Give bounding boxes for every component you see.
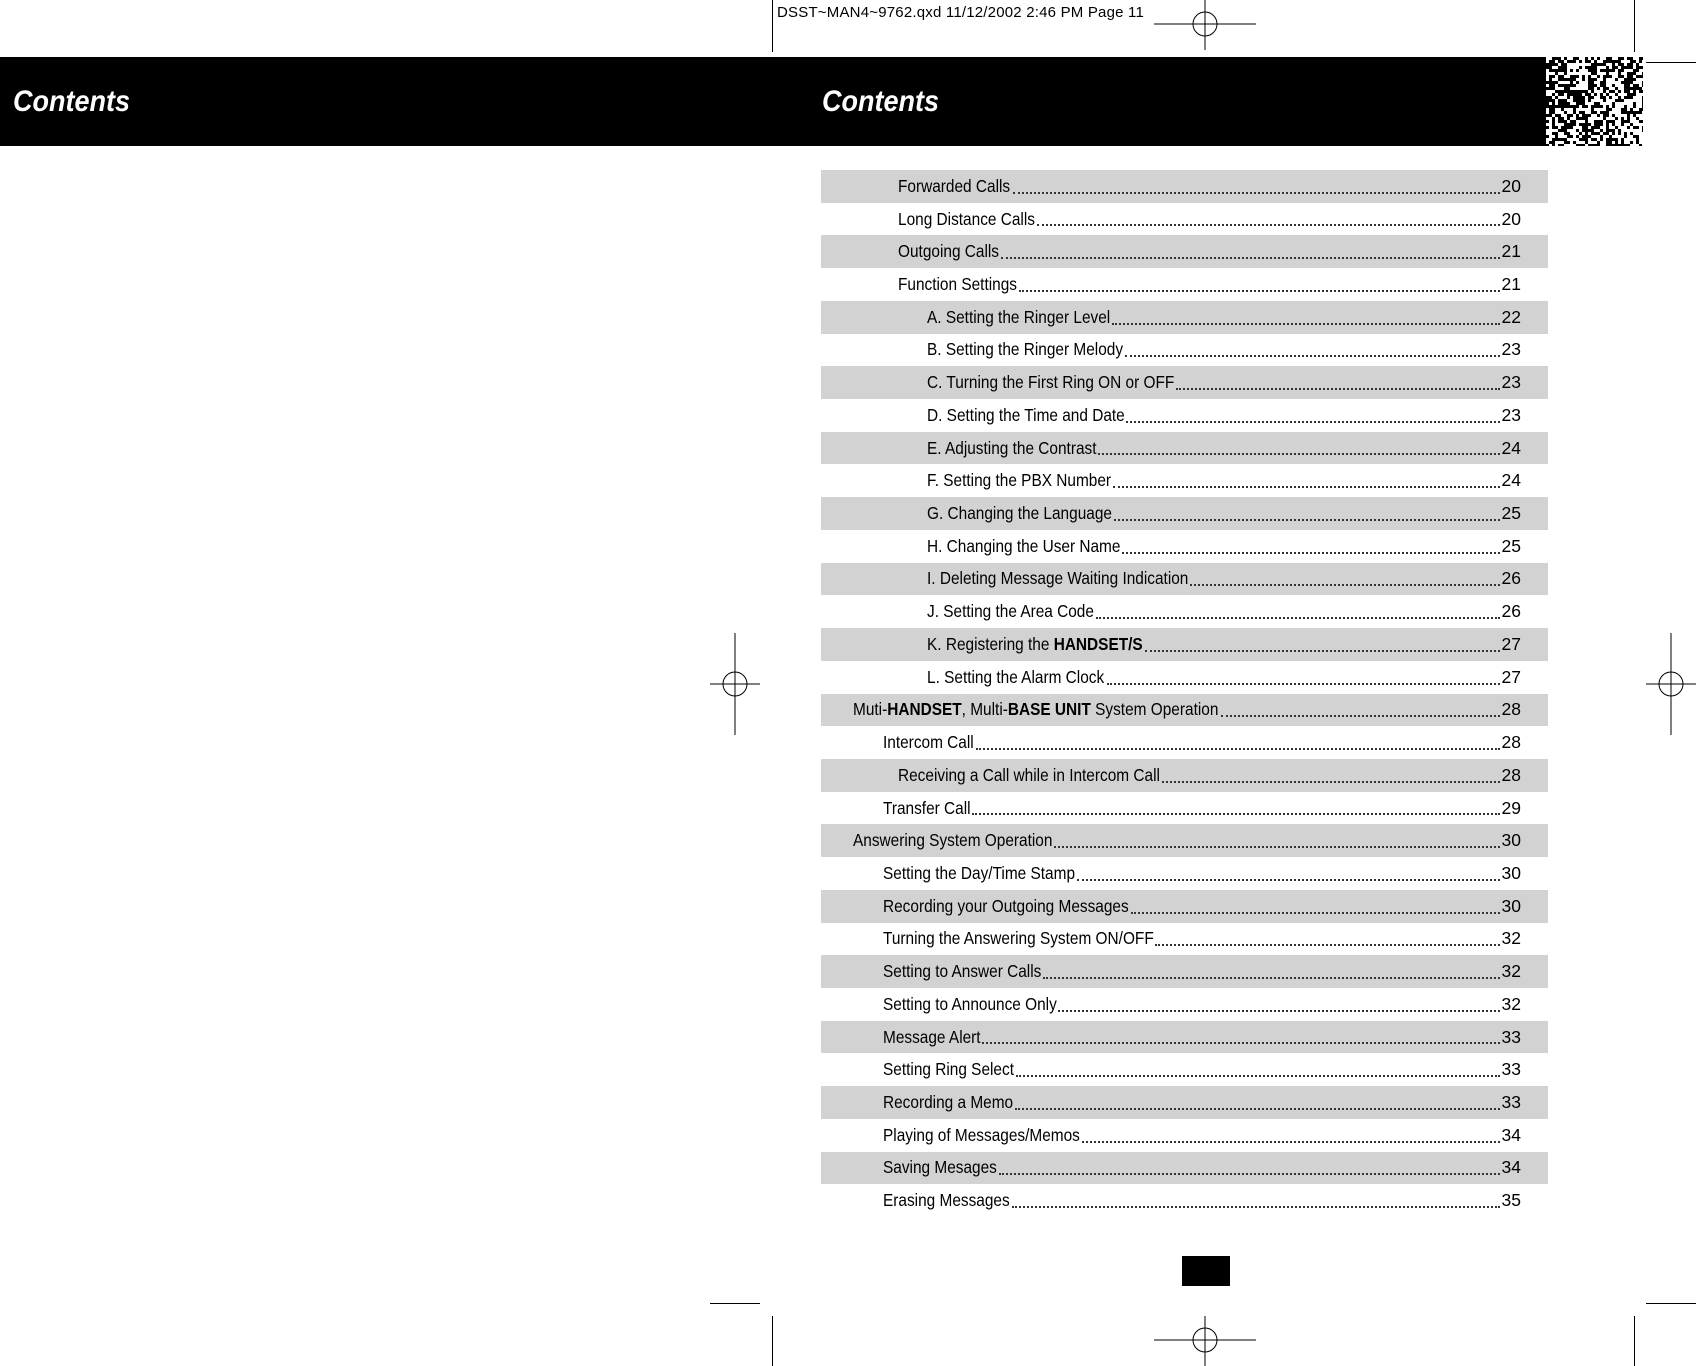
dot-leader [1162, 781, 1500, 783]
page-number-tab [1182, 1256, 1230, 1286]
toc-entry-page: 27 [1501, 666, 1521, 687]
toc-entry [821, 1152, 1548, 1185]
toc-entry [821, 595, 1548, 628]
toc-entry-page: 30 [1501, 895, 1521, 916]
toc-entry [821, 1053, 1548, 1086]
toc-entry-title-part: , Multi- [961, 699, 1008, 720]
toc-entry-page: 23 [1501, 404, 1521, 425]
toc-entry-title: Turning the Answering System ON/OFF [883, 928, 1154, 949]
dot-leader [1043, 977, 1499, 979]
dot-leader [1054, 846, 1499, 848]
toc-entry [821, 923, 1548, 956]
toc-entry [821, 334, 1548, 367]
dot-leader [1019, 290, 1499, 292]
toc-entry [821, 857, 1548, 890]
crop-mark [710, 1303, 760, 1304]
dot-leader [1114, 519, 1499, 521]
page-title-left: Contents [13, 85, 130, 118]
dot-leader [1125, 355, 1500, 357]
toc-entry-page: 21 [1501, 274, 1521, 295]
page-title-right: Contents [822, 85, 939, 118]
dot-leader [1037, 224, 1500, 226]
toc-entry-title: Setting Ring Select [883, 1059, 1014, 1080]
toc-entry-page: 34 [1501, 1124, 1521, 1145]
toc-entry-title: J. Setting the Area Code [927, 601, 1094, 622]
toc-entry [821, 628, 1548, 661]
toc-entry-title-part: System Operation [1090, 699, 1219, 720]
toc-entry-title-part: Muti- [853, 699, 888, 720]
toc-entry-page: 32 [1501, 993, 1521, 1014]
file-slug: DSST~MAN4~9762.qxd 11/12/2002 2:46 PM Page 11 [777, 4, 1145, 21]
toc-entry [821, 1184, 1548, 1217]
toc-entry-page: 24 [1501, 470, 1521, 491]
toc-entry-title: C. Turning the First Ring ON or OFF [927, 372, 1175, 393]
dot-leader [1098, 453, 1499, 455]
toc-entry-page: 28 [1501, 732, 1521, 753]
toc-entry [821, 694, 1548, 727]
toc-entry-title: A. Setting the Ringer Level [927, 306, 1111, 327]
toc-entry-title: G. Changing the Language [927, 503, 1112, 524]
toc-entry-title-part: HANDSET [887, 699, 962, 720]
toc-entry [821, 497, 1548, 530]
toc-entry [821, 988, 1548, 1021]
toc-entry-title: Recording a Memo [883, 1091, 1014, 1112]
toc-entry [821, 268, 1548, 301]
toc-entry-title: K. Registering the HANDSET/S [927, 633, 1143, 654]
toc-entry-page: 30 [1501, 862, 1521, 883]
dot-leader [1082, 1141, 1500, 1143]
toc-entry-page: 24 [1501, 437, 1521, 458]
dot-leader [976, 748, 1500, 750]
toc-entry [821, 1021, 1548, 1054]
toc-entry [821, 661, 1548, 694]
toc-entry-title: I. Deleting Message Waiting Indication [927, 568, 1189, 589]
toc-entry [821, 1086, 1548, 1119]
toc-entry-title: E. Adjusting the Contrast [927, 437, 1097, 458]
toc-entry-title: D. Setting the Time and Date [927, 404, 1125, 425]
dot-leader [1096, 617, 1500, 619]
toc-entry-title-part: BASE UNIT [1007, 699, 1091, 720]
toc-entry-title: F. Setting the PBX Number [927, 470, 1112, 491]
toc-entry-page: 34 [1501, 1157, 1521, 1178]
toc-entry-title: Answering System Operation [853, 830, 1053, 851]
crop-mark [1634, 0, 1635, 52]
crop-mark [1646, 62, 1696, 63]
toc-entry-page: 27 [1501, 633, 1521, 654]
crop-mark [772, 1316, 773, 1366]
dot-leader [1176, 388, 1499, 390]
toc-entry-title: Setting the Day/Time Stamp [883, 862, 1076, 883]
dot-leader [1145, 650, 1500, 652]
toc-entry-title: Recording your Outgoing Messages [883, 895, 1129, 916]
toc-entry-title: Receiving a Call while in Intercom Call [898, 764, 1160, 785]
toc-entry-page: 33 [1501, 1059, 1521, 1080]
dot-leader [1001, 257, 1500, 259]
table-of-contents [821, 170, 1548, 1217]
dot-leader [1077, 879, 1499, 881]
toc-entry-title: Saving Mesages [883, 1157, 997, 1178]
toc-entry [821, 399, 1548, 432]
dot-leader [1013, 192, 1500, 194]
toc-entry-title: Transfer Call [883, 797, 971, 818]
dot-leader [1015, 1108, 1500, 1110]
toc-entry [821, 301, 1548, 334]
dot-leader [1112, 323, 1499, 325]
toc-entry-page: 26 [1501, 568, 1521, 589]
header-bar-left [0, 57, 770, 146]
toc-entry [821, 432, 1548, 465]
toc-entry [821, 955, 1548, 988]
toc-entry-page: 20 [1501, 175, 1521, 196]
registration-mark-icon [1154, 1316, 1256, 1366]
crop-mark [1646, 1303, 1696, 1304]
toc-entry [821, 235, 1548, 268]
toc-entry-page: 23 [1501, 339, 1521, 360]
dot-leader [1058, 1010, 1499, 1012]
header-bar-right [770, 57, 1546, 146]
crop-mark [1634, 1316, 1635, 1366]
dot-leader [972, 813, 1499, 815]
toc-entry [821, 366, 1548, 399]
toc-entry [821, 170, 1548, 203]
toc-entry-title: Forwarded Calls [898, 175, 1011, 196]
toc-entry-title: Long Distance Calls [898, 208, 1035, 229]
toc-entry-page: 25 [1501, 503, 1521, 524]
halftone-pattern-icon [1546, 57, 1643, 146]
registration-mark-icon [710, 633, 760, 735]
toc-entry-title: Playing of Messages/Memos [883, 1124, 1080, 1145]
toc-entry-page: 29 [1501, 797, 1521, 818]
toc-entry-page: 28 [1501, 699, 1521, 720]
toc-entry [821, 792, 1548, 825]
toc-entry [821, 464, 1548, 497]
toc-entry-page: 35 [1501, 1190, 1521, 1211]
toc-entry-page: 20 [1501, 208, 1521, 229]
dot-leader [1113, 486, 1499, 488]
toc-entry-page: 23 [1501, 372, 1521, 393]
toc-entry-page: 25 [1501, 535, 1521, 556]
toc-entry-page: 21 [1501, 241, 1521, 262]
toc-entry [821, 1119, 1548, 1152]
toc-entry-title: Function Settings [898, 274, 1017, 295]
dot-leader [1190, 584, 1499, 586]
toc-entry-title [853, 699, 1218, 720]
toc-entry-page: 32 [1501, 928, 1521, 949]
toc-entry-page: 33 [1501, 1026, 1521, 1047]
toc-entry [821, 203, 1548, 236]
toc-entry-title: Outgoing Calls [898, 241, 1000, 262]
toc-entry-title: Setting to Answer Calls [883, 961, 1042, 982]
registration-mark-icon [1154, 0, 1256, 50]
toc-entry-title: L. Setting the Alarm Clock [927, 666, 1105, 687]
toc-entry [821, 759, 1548, 792]
toc-entry-page: 26 [1501, 601, 1521, 622]
crop-mark [772, 0, 773, 52]
toc-entry-page: 22 [1501, 306, 1521, 327]
toc-entry-title: B. Setting the Ringer Melody [927, 339, 1124, 360]
toc-entry-title: Erasing Messages [883, 1190, 1010, 1211]
toc-entry-title: Intercom Call [883, 732, 974, 753]
toc-entry [821, 726, 1548, 759]
toc-entry-title: Setting to Announce Only [883, 993, 1057, 1014]
dot-leader [1122, 552, 1499, 554]
toc-entry-page: 32 [1501, 961, 1521, 982]
dot-leader [1131, 912, 1500, 914]
toc-entry [821, 890, 1548, 923]
toc-entry-page: 28 [1501, 764, 1521, 785]
dot-leader [982, 1042, 1499, 1044]
dot-leader [1012, 1206, 1500, 1208]
registration-mark-icon [1646, 633, 1696, 735]
dot-leader [1155, 944, 1499, 946]
dot-leader [1016, 1075, 1500, 1077]
dot-leader [1107, 683, 1500, 685]
toc-entry-page: 33 [1501, 1091, 1521, 1112]
toc-entry-page: 30 [1501, 830, 1521, 851]
dot-leader [999, 1173, 1499, 1175]
dot-leader [1126, 421, 1499, 423]
toc-entry [821, 530, 1548, 563]
toc-entry [821, 563, 1548, 596]
toc-entry-title: H. Changing the User Name [927, 535, 1121, 556]
dot-leader [1221, 715, 1500, 717]
toc-entry-title: Message Alert [883, 1026, 981, 1047]
toc-entry [821, 824, 1548, 857]
